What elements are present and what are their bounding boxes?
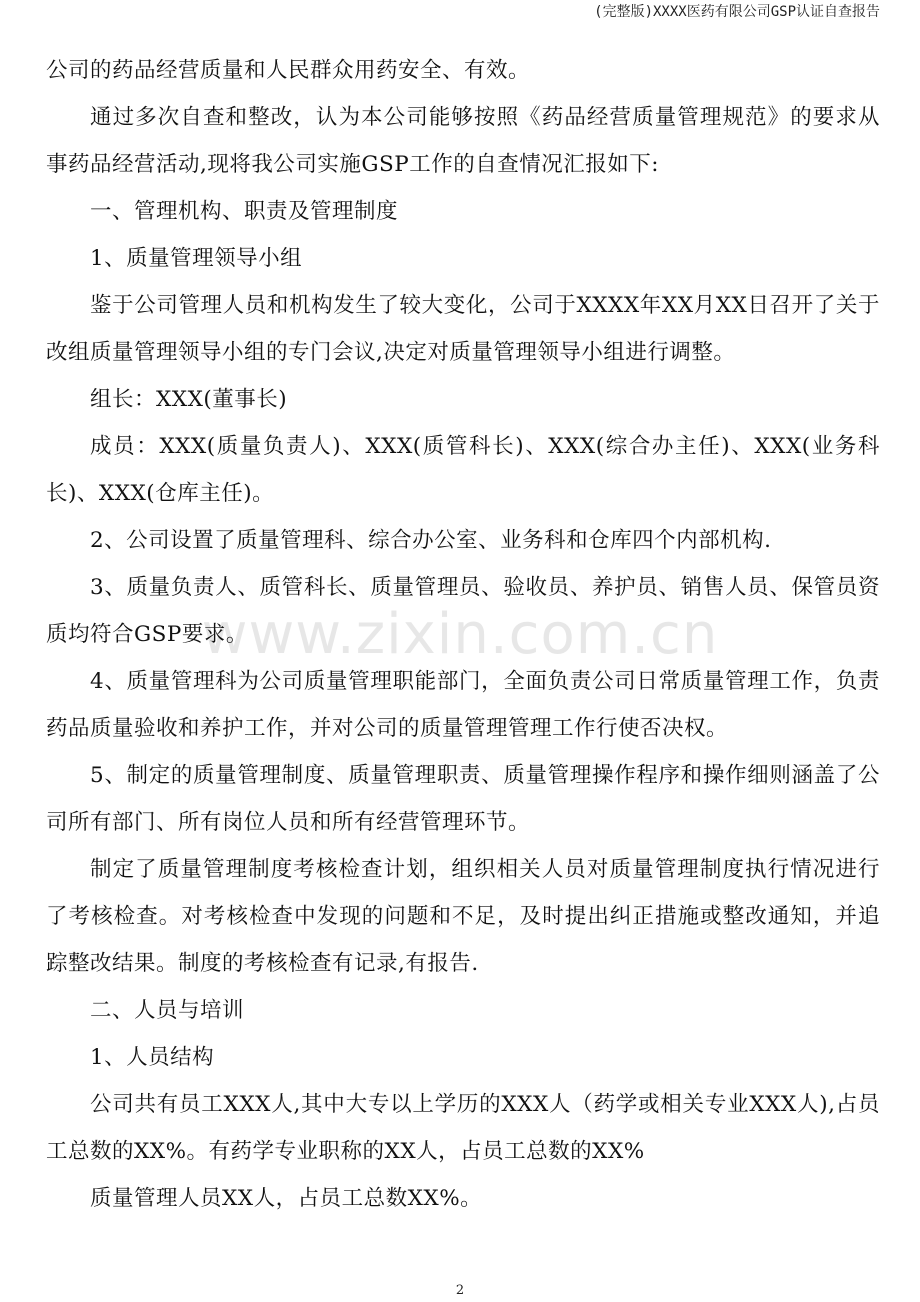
- section-heading-personnel: 二、人员与培训: [90, 998, 245, 1023]
- section-heading-management: 一、管理机构、职责及管理制度: [90, 199, 399, 224]
- paragraph-quality-staff: 质量管理人员XX人，占员工总数XX%。: [90, 1186, 483, 1211]
- document-body: [46, 47, 880, 1222]
- page-number: 2: [455, 1283, 465, 1298]
- paragraph-assessment: 制定了质量管理制度考核检查计划，组织相关人员对质量管理制度执行情况进行了考核检查。对考核检查中发现的问题和不足，及时提出纠正措施或整改通知，并追踪整改结果。制度的考核检查有记录,有报告.: [46, 857, 880, 976]
- paragraph-group-members: 成员：XXX(质量负责人)、XXX(质管科长)、XXX(综合办主任)、XXX(业务科长)、XXX(仓库主任)。: [46, 434, 880, 506]
- paragraph-item-2: 2、公司设置了质量管理科、综合办公室、业务科和仓库四个内部机构.: [90, 528, 772, 553]
- paragraph-reorganization: 鉴于公司管理人员和机构发生了较大变化，公司于XXXX年XX月XX日召开了关于改组质量管理领导小组的专门会议,决定对质量管理领导小组进行调整。: [46, 293, 880, 365]
- subsection-heading-leadership-group: 1、质量管理领导小组: [90, 246, 303, 271]
- paragraph-item-3: 3、质量负责人、质管科长、质量管理员、验收员、养护员、销售人员、保管员资质均符合GSP要求。: [46, 575, 880, 647]
- running-header-title: (完整版)XXXX医药有限公司GSP认证自查报告: [594, 4, 880, 20]
- paragraph-item-4: 4、质量管理科为公司质量管理职能部门，全面负责公司日常质量管理工作，负责药品质量验收和养护工作，并对公司的质量管理管理工作行使否决权。: [46, 669, 880, 741]
- paragraph-item-5: 5、制定的质量管理制度、质量管理职责、质量管理操作程序和操作细则涵盖了公司所有部门、所有岗位人员和所有经营管理环节。: [46, 763, 880, 835]
- paragraph-intro: 通过多次自查和整改，认为本公司能够按照《药品经营质量管理规范》的要求从事药品经营活动,现将我公司实施GSP工作的自查情况汇报如下:: [46, 105, 880, 177]
- paragraph-continuation: 公司的药品经营质量和人民群众用药安全、有效。: [46, 58, 531, 83]
- subsection-heading-staff-structure: 1、人员结构: [90, 1045, 215, 1070]
- paragraph-staff-stats: 公司共有员工XXX人,其中大专以上学历的XXX人（药学或相关专业XXX人),占员工总数的XX%。有药学专业职称的XX人，占员工总数的XX%: [46, 1092, 880, 1164]
- watermark: www.zixin.com.cn: [201, 602, 719, 667]
- paragraph-group-leader: 组长：XXX(董事长): [90, 387, 288, 412]
